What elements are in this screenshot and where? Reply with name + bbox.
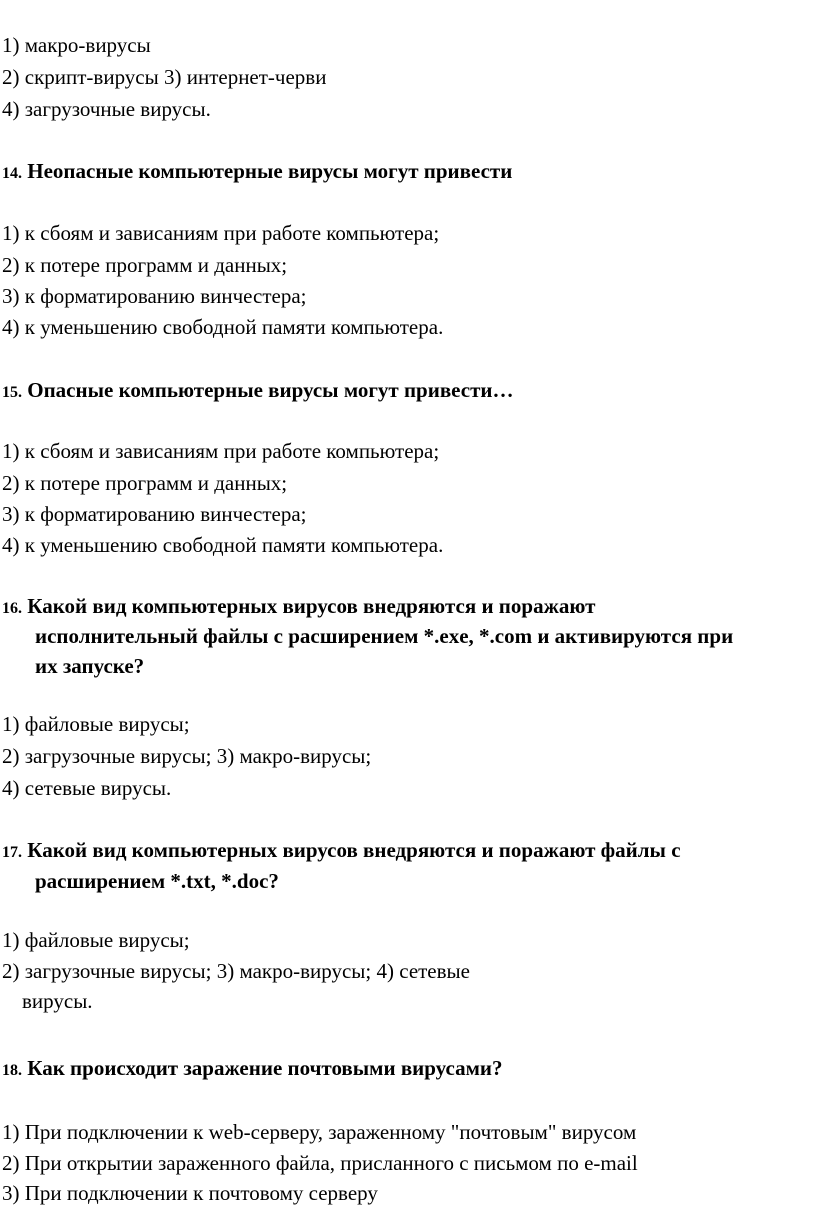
option-line: 1) к сбоям и зависаниям при работе компьютера; [2, 439, 440, 463]
option-line: 3) При подключении к почтовому серверу [2, 1181, 378, 1205]
option-line: 1) к сбоям и зависаниям при работе компьютера; [2, 221, 440, 245]
option-line: 2) к потере программ и данных; [2, 471, 288, 495]
option-line: 2) скрипт-вирусы 3) интернет-черви [2, 65, 327, 89]
option-line-continued: вирусы. [22, 989, 93, 1013]
option-line: 4) загрузочные вирусы. [2, 97, 211, 121]
option-line: 2) При открытии зараженного файла, присланного с письмом по e-mail [2, 1151, 638, 1175]
question-14-heading [2, 157, 512, 188]
question-number: 14. [2, 165, 22, 182]
option-line: 4) к уменьшению свободной памяти компьютера. [2, 315, 444, 339]
question-number: 16. [2, 600, 22, 617]
option-line: 2) к потере программ и данных; [2, 253, 288, 277]
question-text: Как происходит заражение почтовыми вирусами? [27, 1056, 503, 1080]
question-number: 17. [2, 844, 22, 861]
option-line: 3) к форматированию винчестера; [2, 502, 307, 526]
question-number: 18. [2, 1062, 22, 1079]
question-16-heading [2, 592, 595, 623]
option-line: 3) к форматированию винчестера; [2, 284, 307, 308]
question-text: Какой вид компьютерных вирусов внедряются и поражают файлы с [27, 838, 681, 862]
question-text: Какой вид компьютерных вирусов внедряются и поражают [27, 594, 596, 618]
option-line: 2) загрузочные вирусы; 3) макро-вирусы; 4) сетевые [2, 959, 470, 983]
question-text-continued: исполнительный файлы с расширением *.exe, *.com и активируются при [35, 624, 734, 648]
option-line: 2) загрузочные вирусы; 3) макро-вирусы; [2, 744, 372, 768]
question-17-heading [2, 836, 681, 867]
option-line: 4) к уменьшению свободной памяти компьютера. [2, 533, 444, 557]
option-line: 1) макро-вирусы [2, 33, 151, 57]
option-line: 1) файловые вирусы; [2, 928, 190, 952]
option-line: 1) При подключении к web-серверу, зараженному "почтовым" вирусом [2, 1120, 637, 1144]
question-18-heading [2, 1054, 503, 1085]
question-text: Опасные компьютерные вирусы могут привести… [27, 378, 514, 402]
option-line: 4) сетевые вирусы. [2, 776, 172, 800]
option-line: 1) файловые вирусы; [2, 712, 190, 736]
question-text: Неопасные компьютерные вирусы могут привести [27, 159, 513, 183]
question-text-continued: расширением *.txt, *.doc? [35, 869, 279, 893]
question-text-continued: их запуске? [35, 654, 145, 678]
question-15-heading [2, 376, 513, 407]
question-number: 15. [2, 384, 22, 401]
